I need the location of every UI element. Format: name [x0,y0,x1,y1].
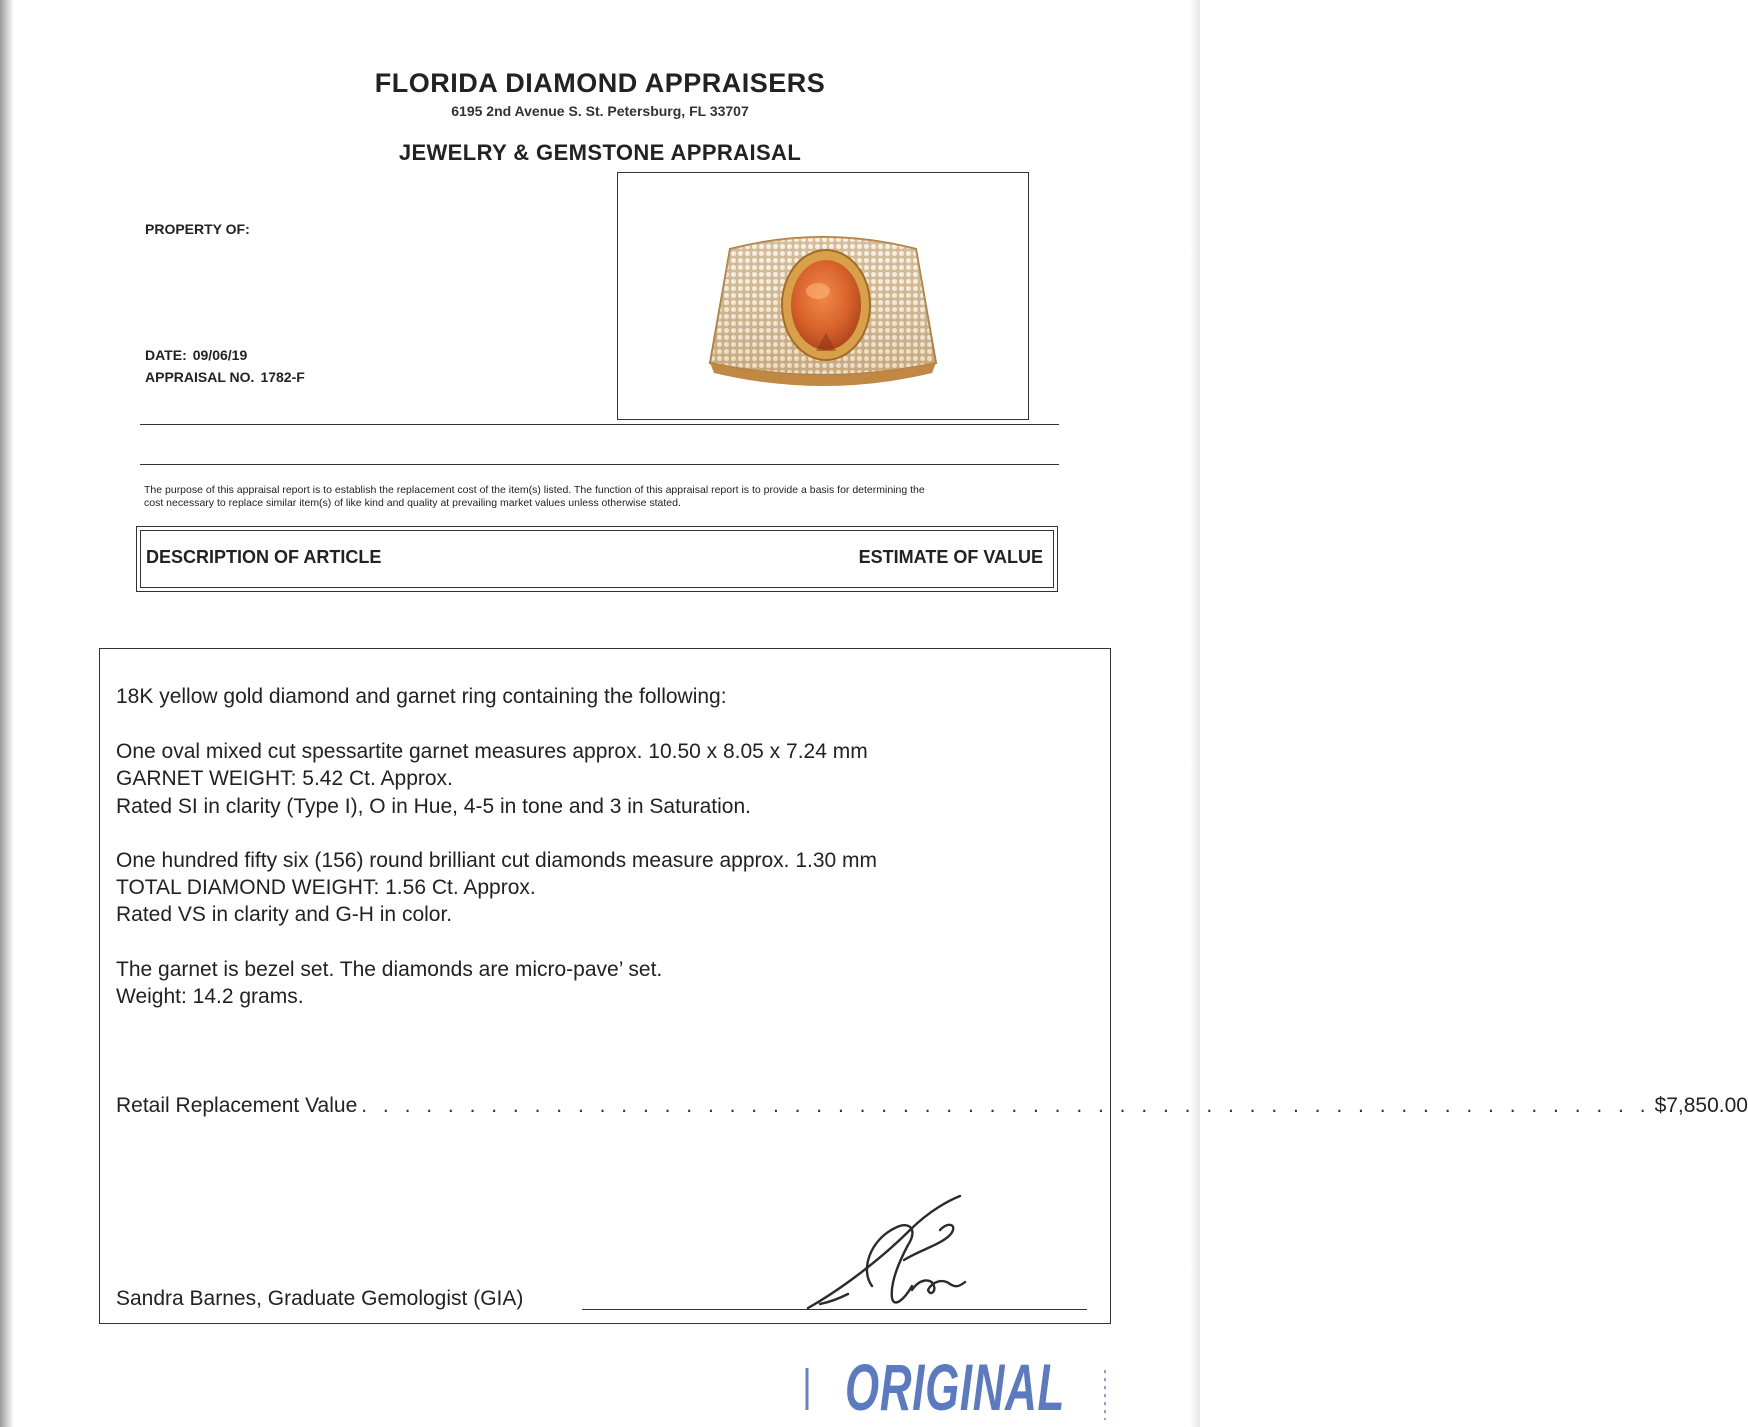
company-name: FLORIDA DIAMOND APPRAISERS [374,68,826,98]
garnet-line-1: One oval mixed cut spessartite garnet measures approx. 10.50 x 8.05 x 7.24 mm [116,740,868,763]
purpose-statement [144,484,1044,510]
gemologist-name: Sandra Barnes, Graduate Gemologist (GIA) [116,1287,524,1310]
retail-value-label: Retail Replacement Value [116,1094,358,1117]
svg-text:ORIGINAL: ORIGINAL [845,1350,1065,1424]
date-value: 09/06/19 [192,347,248,363]
item-intro: 18K yellow gold diamond and garnet ring containing the following: [116,685,727,708]
signature-line [582,1309,1087,1310]
handwritten-signature [800,1190,990,1320]
document-title: JEWELRY & GEMSTONE APPRAISAL [398,140,802,165]
retail-value-line [116,1094,1748,1118]
original-stamp [795,1340,1125,1427]
appraisal-number-label: APPRAISAL NO. [145,369,255,385]
weight-line: Weight: 14.2 grams. [116,985,304,1008]
scan-shadow-left [0,0,14,1427]
rule-line-1 [140,424,1059,425]
company-address: 6195 2nd Avenue S. St. Petersburg, FL 33707 [451,103,749,119]
purpose-line-2: cost necessary to replace similar item(s) of like kind and quality at prevailing market values unless otherwise stated. [144,497,681,509]
date-label: DATE: [145,347,187,363]
garnet-line-3: Rated SI in clarity (Type I), O in Hue, 4-5 in tone and 3 in Saturation. [116,795,751,818]
rule-line-2 [140,464,1059,465]
date-line [145,347,247,363]
setting-line-1: The garnet is bezel set. The diamonds are micro-pave’ set. [116,958,663,981]
appraisal-number-line [145,369,305,385]
garnet-line-2: GARNET WEIGHT: 5.42 Ct. Approx. [116,767,453,790]
estimate-header: ESTIMATE OF VALUE [858,547,1043,567]
diamond-line-2: TOTAL DIAMOND WEIGHT: 1.56 Ct. Approx. [116,876,536,899]
description-header: DESCRIPTION OF ARTICLE [146,547,382,567]
diamond-line-3: Rated VS in clarity and G-H in color. [116,903,453,926]
column-header-box [136,526,1058,592]
item-photo-frame [617,172,1029,420]
scan-shadow-right [1190,0,1200,1427]
leader-dots: . . . . . . . . . . . . . . . . . . . . . . . . . . . . . . . . . . . . . . . . . . . . . . . . . . . . . . . . . . . . [361,1094,1651,1117]
appraisal-number-value: 1782-F [260,369,305,385]
ring-photo [618,173,1028,419]
diamond-line-1: One hundred fifty six (156) round brilliant cut diamonds measure approx. 1.30 mm [116,849,878,872]
retail-value-amount: $7,850.00 [1654,1094,1748,1117]
property-of-label: PROPERTY OF: [145,221,250,237]
purpose-line-1: The purpose of this appraisal report is to establish the replacement cost of the item(s) listed. The function of this appraisal report is to provide a basis for determining the [144,484,925,496]
